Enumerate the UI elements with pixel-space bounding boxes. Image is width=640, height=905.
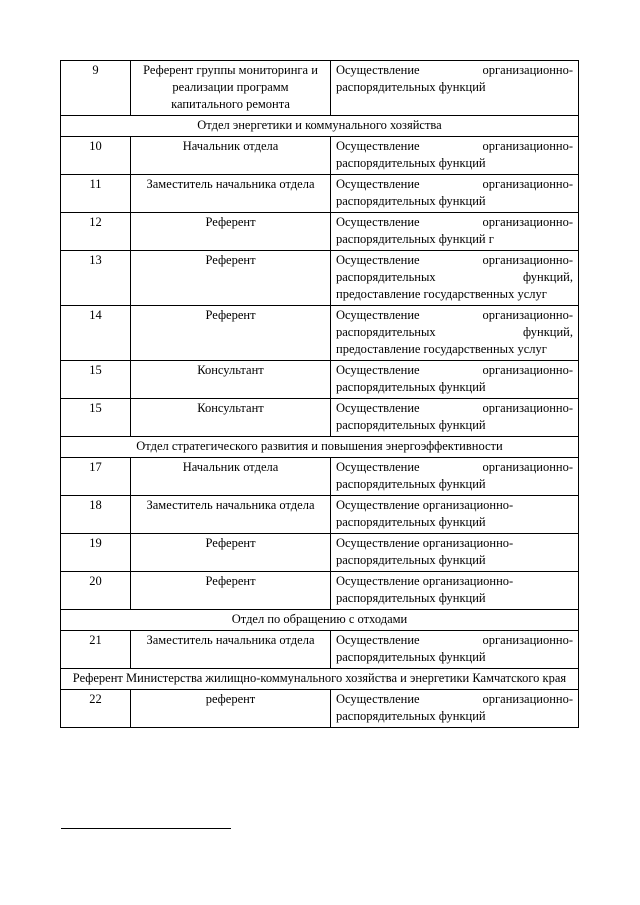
position-title: Референт [131, 534, 331, 572]
table-row [61, 690, 579, 728]
function-description: Осуществление организационно-распорядительных функций [331, 61, 579, 116]
row-number: 11 [61, 175, 131, 213]
section-title: Отдел стратегического развития и повышения энергоэффективности [61, 437, 579, 458]
section-title: Отдел по обращению с отходами [61, 610, 579, 631]
row-number: 21 [61, 631, 131, 669]
row-number: 15 [61, 361, 131, 399]
position-title: референт [131, 690, 331, 728]
row-number: 10 [61, 137, 131, 175]
row-number: 18 [61, 496, 131, 534]
row-number: 20 [61, 572, 131, 610]
section-title: Отдел энергетики и коммунального хозяйства [61, 116, 579, 137]
row-number: 13 [61, 251, 131, 306]
footnote-separator [61, 828, 231, 829]
table-row [61, 137, 579, 175]
function-description: Осуществление организационно-распорядительных функций [331, 175, 579, 213]
position-title: Референт группы мониторинга и реализации программ капитального ремонта [131, 61, 331, 116]
position-title: Референт [131, 306, 331, 361]
row-number: 12 [61, 213, 131, 251]
section-header-row [61, 669, 579, 690]
row-number: 19 [61, 534, 131, 572]
position-title: Начальник отдела [131, 458, 331, 496]
function-description: Осуществление организационно-распорядительных функций [331, 690, 579, 728]
section-header-row [61, 116, 579, 137]
section-header-row [61, 610, 579, 631]
position-title: Референт [131, 213, 331, 251]
function-description: Осуществление организационно-распорядительных функций [331, 399, 579, 437]
table-row [61, 399, 579, 437]
position-title: Консультант [131, 361, 331, 399]
function-description: Осуществление организационно-распорядительных функций, предоставление государственных услуг [331, 251, 579, 306]
position-title: Референт [131, 251, 331, 306]
table-row [61, 496, 579, 534]
table-row [61, 458, 579, 496]
positions-table [60, 60, 579, 728]
row-number: 14 [61, 306, 131, 361]
function-description: Осуществление организационно-распорядительных функций [331, 496, 579, 534]
row-number: 15 [61, 399, 131, 437]
section-header-row [61, 437, 579, 458]
position-title: Начальник отдела [131, 137, 331, 175]
position-title: Консультант [131, 399, 331, 437]
row-number: 9 [61, 61, 131, 116]
function-description: Осуществление организационно-распорядительных функций [331, 572, 579, 610]
table-row [61, 631, 579, 669]
function-description: Осуществление организационно-распорядительных функций [331, 534, 579, 572]
position-title: Референт [131, 572, 331, 610]
function-description: Осуществление организационно-распорядительных функций [331, 137, 579, 175]
table-row [61, 251, 579, 306]
section-title: Референт Министерства жилищно-коммунального хозяйства и энергетики Камчатского края [61, 669, 579, 690]
table-row [61, 306, 579, 361]
table-row [61, 213, 579, 251]
table-row [61, 61, 579, 116]
table-row [61, 175, 579, 213]
function-description: Осуществление организационно-распорядительных функций, предоставление государственных услуг [331, 306, 579, 361]
position-title: Заместитель начальника отдела [131, 496, 331, 534]
position-title: Заместитель начальника отдела [131, 175, 331, 213]
table-row [61, 572, 579, 610]
function-description: Осуществление организационно-распорядительных функций г [331, 213, 579, 251]
function-description: Осуществление организационно-распорядительных функций [331, 631, 579, 669]
row-number: 17 [61, 458, 131, 496]
row-number: 22 [61, 690, 131, 728]
table-row [61, 361, 579, 399]
table-row [61, 534, 579, 572]
function-description: Осуществление организационно-распорядительных функций [331, 361, 579, 399]
position-title: Заместитель начальника отдела [131, 631, 331, 669]
function-description: Осуществление организационно-распорядительных функций [331, 458, 579, 496]
